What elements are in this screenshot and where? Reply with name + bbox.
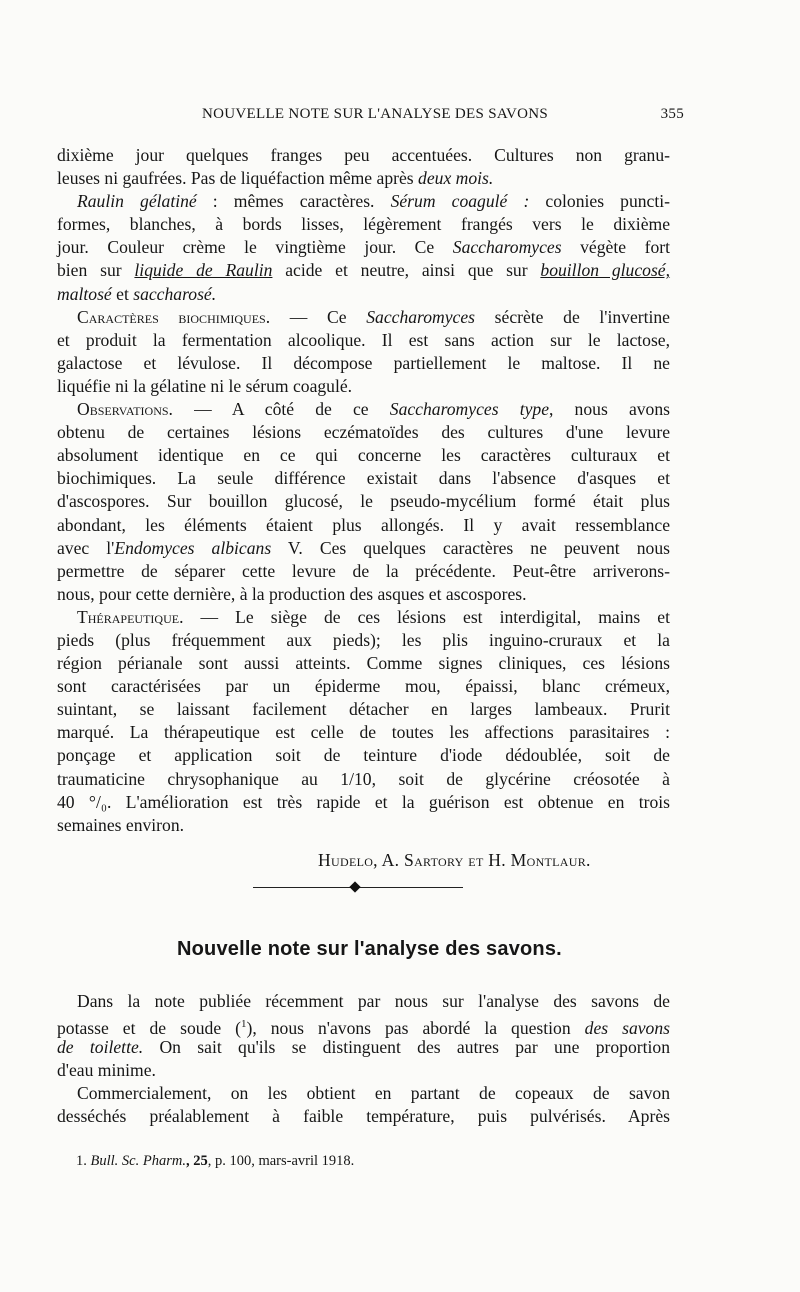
footnote: 1. Bull. Sc. Pharm., 25, p. 100, mars-avril 1918. — [76, 1153, 355, 1169]
diamond-ornament-icon — [349, 881, 360, 892]
author-signature: Hudelo, A. Sartory et H. Montlaur. — [318, 850, 591, 870]
text-line: d'eau minime. — [57, 1060, 156, 1081]
paragraph-therapeutique: Thérapeutique. — Le siège de ces lésions est interdigital, mains et — [77, 606, 670, 627]
text-line: nous, pour cette dernière, à la production des asques et ascospores. — [57, 583, 527, 604]
text-line: galactose et lévulose. Il décompose partiellement le maltose. Il ne — [57, 352, 670, 373]
text-line: potasse et de soude ($^1$), nous n'avons pas abordé la question des savons — [57, 1017, 670, 1038]
text-line: ponçage et application soit de teinture d'iode dédoublée, soit de — [57, 745, 670, 766]
text-line: d'ascospores. Sur bouillon glucosé, le pseudo-mycélium formé était plus — [57, 491, 670, 512]
text-line: absolument identique en ce qui concerne les caractères culturaux et — [57, 445, 670, 466]
text-line: 40 °/₀. L'amélioration est très rapide et la guérison est obtenue en trois — [57, 791, 670, 812]
text-line: bien sur liquide de Raulin acide et neutre, ainsi que sur bouillon glucosé, — [57, 260, 671, 281]
text-line: permettre de séparer cette levure de la précédente. Peut-être arriverons- — [57, 560, 670, 581]
section-heading: Nouvelle note sur l'analyse des savons. — [177, 938, 562, 960]
text-line: liquéfie ni la gélatine ni le sérum coagulé. — [57, 375, 353, 396]
running-header — [57, 106, 684, 126]
text-line: Dans la note publiée récemment par nous sur l'analyse des savons de — [77, 991, 670, 1011]
text-line: Commercialement, on les obtient en partant de copeaux de savon — [77, 1083, 670, 1104]
section-body-text — [57, 990, 670, 1129]
text-line: suintant, se laissant facilement détacher en larges lambeaux. Prurit — [57, 699, 670, 720]
text-line: maltosé et saccharosé. — [57, 283, 217, 304]
text-line: marqué. La thérapeutique est celle de toutes les affections parasitaires : — [57, 722, 670, 743]
page-number: 355 — [660, 106, 684, 122]
text-line: obtenu de certaines lésions eczématoïdes des cultures d'une levure — [57, 422, 670, 443]
text-line: pieds (plus fréquemment aux pieds); les plis inguino-cruraux et la — [57, 629, 670, 650]
text-line: avec l'Endomyces albicans V. Ces quelques caractères ne peuvent nous — [57, 537, 670, 558]
paragraph-raulin-gelatine: Raulin gélatiné : mêmes caractères. Sérum coagulé : colonies puncti- — [77, 191, 670, 212]
paragraph-caracteres-biochimiques: Caractères biochimiques. — Ce Saccharomyces sécrète de l'invertine — [77, 306, 670, 327]
text-line: semaines environ. — [57, 814, 185, 835]
text-line: dixième jour quelques franges peu accentuées. Cultures non granu- — [57, 145, 670, 165]
text-line: leuses ni gaufrées. Pas de liquéfaction même après deux mois. — [57, 168, 494, 189]
text-line: sont caractérisées par un épiderme mou, épaissi, blanc crémeux, — [57, 676, 670, 697]
text-line: abondant, les éléments étaient plus allongés. Il y avait ressemblance — [57, 514, 670, 535]
text-line: jour. Couleur crème le vingtième jour. Ce Saccharomyces végète fort — [57, 237, 671, 258]
paragraph-observations: Observations. — A côté de ce Saccharomyces type, nous avons — [77, 399, 670, 420]
text-line: de toilette. On sait qu'ils se distinguent des autres par une proportion — [57, 1037, 670, 1058]
body-text — [57, 144, 670, 837]
text-line: formes, blanches, à bords lisses, légèrement frangés vers le dixième — [57, 214, 670, 235]
text-line: desséchés préalablement à faible température, puis pulvérisés. Après — [57, 1106, 670, 1127]
text-line: biochimiques. La seule différence existait dans l'absence d'asques et — [57, 468, 670, 489]
running-title: NOUVELLE NOTE SUR L'ANALYSE DES SAVONS — [202, 106, 549, 122]
text-line: et produit la fermentation alcoolique. Il est sans action sur le lactose, — [57, 329, 670, 350]
text-line: région périanale sont aussi atteints. Comme signes cliniques, ces lésions — [57, 653, 670, 674]
text-line: traumaticine chrysophanique au 1/10, soit de glycérine créosotée à — [57, 768, 670, 789]
